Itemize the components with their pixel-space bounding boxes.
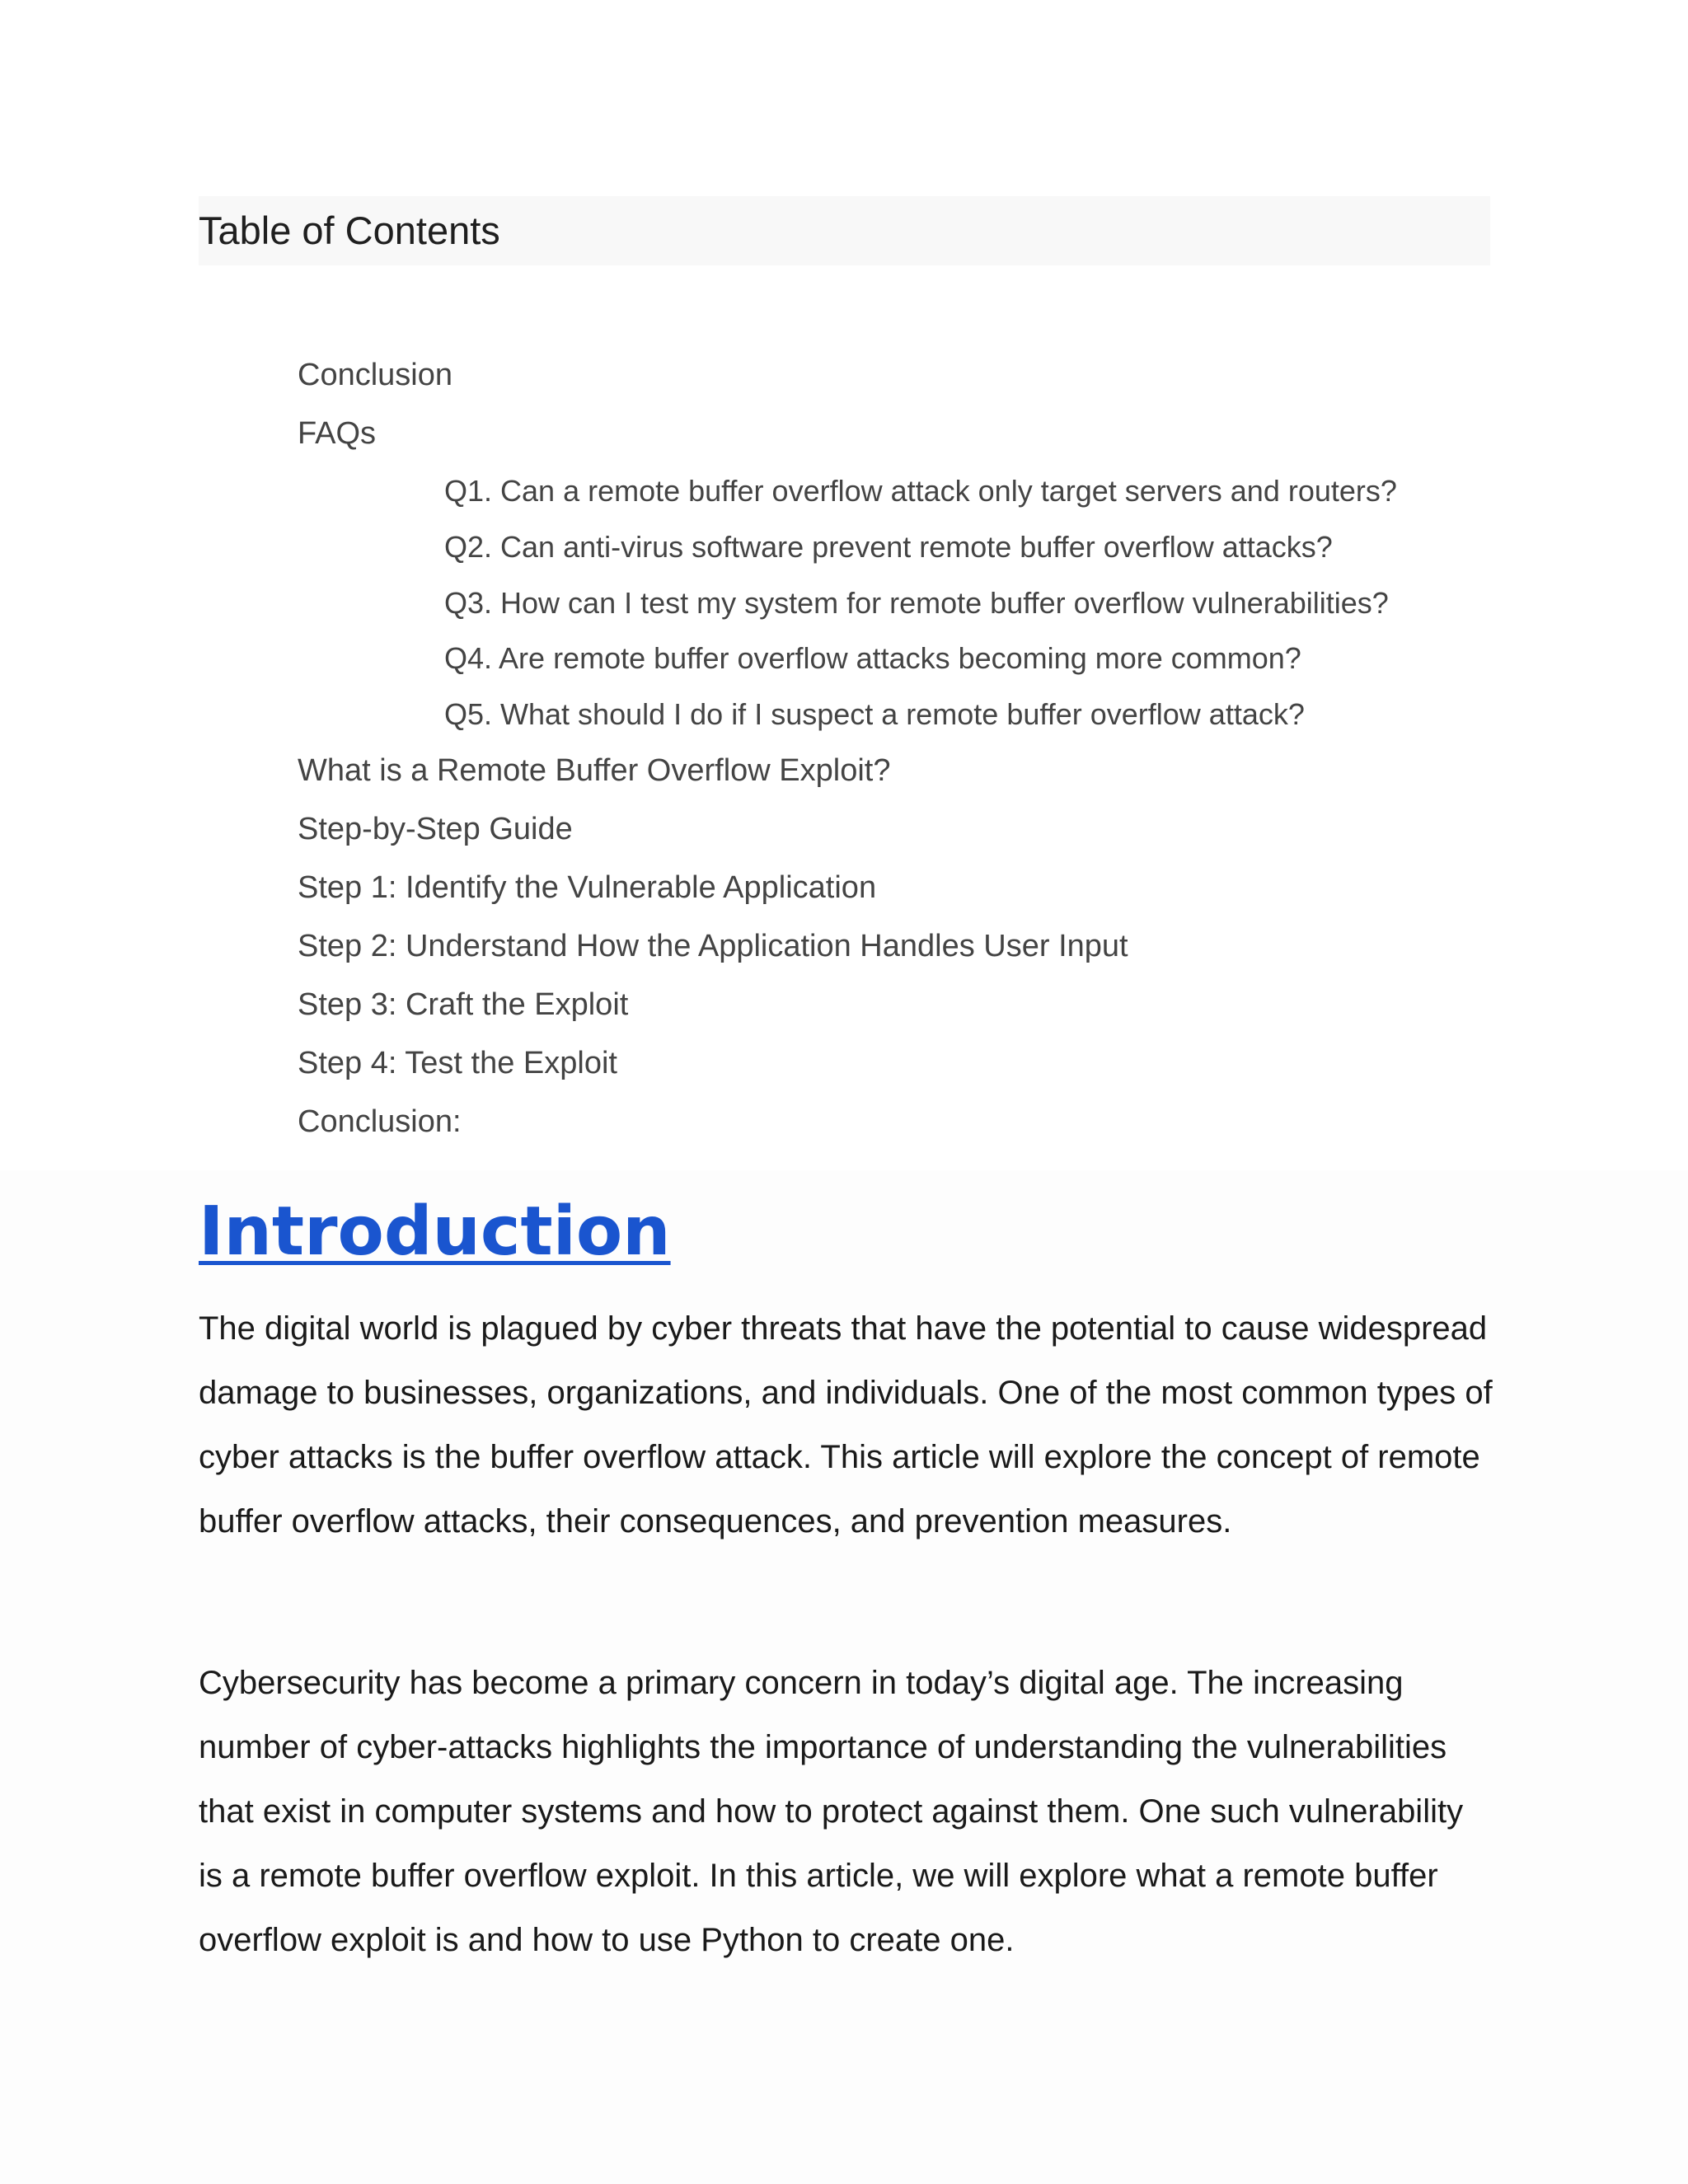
toc-item-q3[interactable]: Q3. How can I test my system for remote buffer overflow vulnerabilities?	[444, 586, 1389, 620]
toc-item-q1[interactable]: Q1. Can a remote buffer overflow attack only target servers and routers?	[444, 474, 1397, 508]
toc-item-step-guide[interactable]: Step-by-Step Guide	[298, 812, 573, 846]
toc-item-q4[interactable]: Q4. Are remote buffer overflow attacks becoming more common?	[444, 641, 1301, 675]
introduction-heading-link[interactable]: Introduction	[199, 1193, 671, 1271]
toc-item-q5[interactable]: Q5. What should I do if I suspect a remote buffer overflow attack?	[444, 697, 1305, 731]
toc-item-step-2[interactable]: Step 2: Understand How the Application Handles User Input	[298, 929, 1128, 963]
toc-item-conclusion[interactable]: Conclusion	[298, 358, 452, 392]
toc-item-what-is[interactable]: What is a Remote Buffer Overflow Exploit?	[298, 753, 891, 788]
toc-item-step-1[interactable]: Step 1: Identify the Vulnerable Application	[298, 870, 877, 905]
toc-title: Table of Contents	[199, 209, 500, 252]
toc-item-conclusion-final[interactable]: Conclusion:	[298, 1104, 462, 1139]
toc-item-faqs[interactable]: FAQs	[298, 416, 377, 451]
toc-item-step-4[interactable]: Step 4: Test the Exploit	[298, 1046, 617, 1080]
toc-header	[199, 196, 1490, 265]
toc-item-q2[interactable]: Q2. Can anti-virus software prevent remote buffer overflow attacks?	[444, 530, 1333, 564]
intro-paragraph-1: The digital world is plagued by cyber threats that have the potential to cause widespread damage to businesses, organizations, and individuals. One of the most common types of cyber attacks is the buffer overflow attack. This article will explore the concept of remote buffer overflow attacks, their consequences, and prevention measures.	[199, 1310, 1493, 1540]
toc-item-step-3[interactable]: Step 3: Craft the Exploit	[298, 987, 629, 1022]
intro-paragraph-2: Cybersecurity has become a primary concern in today’s digital age. The increasing number of cyber-attacks highlights the importance of understanding the vulnerabilities that exist in computer systems and how to protect against them. One such vulnerability is a remote buffer overflow exploit. In this article, we will explore what a remote buffer overflow exploit is and how to use Python to create one.	[199, 1665, 1464, 1958]
